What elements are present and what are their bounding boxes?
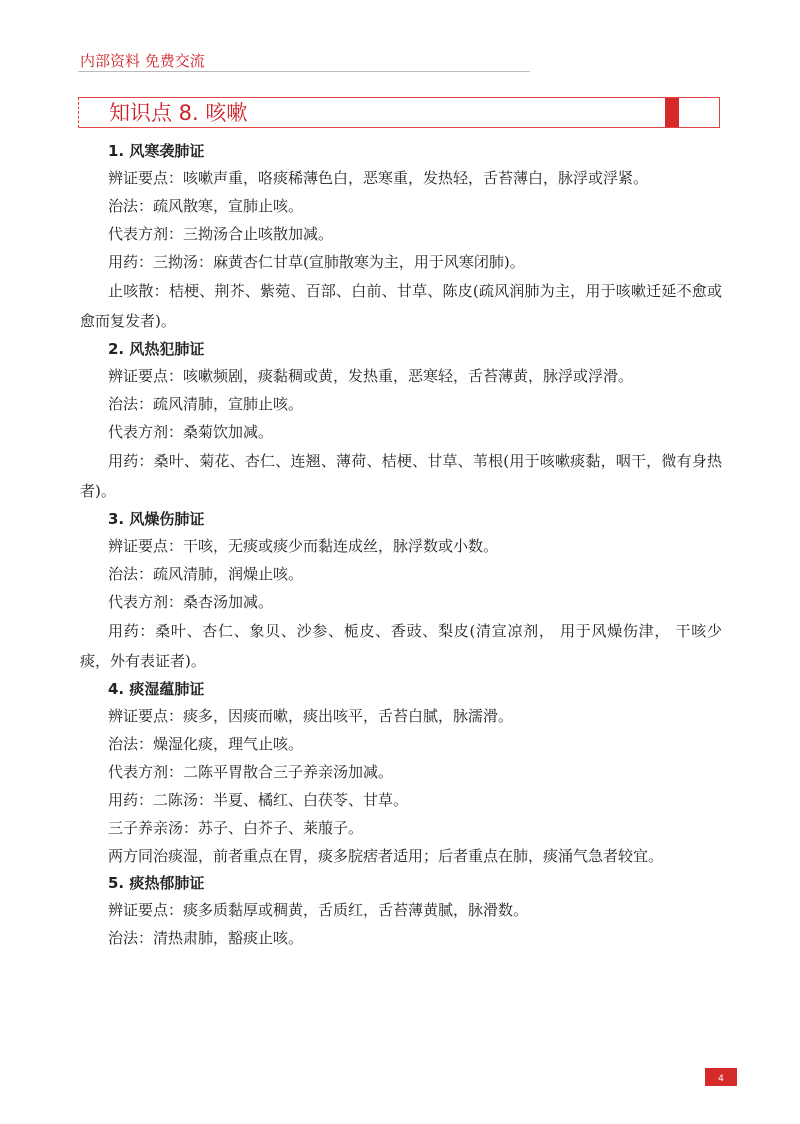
main-content (80, 138, 722, 952)
text-line: 代表方剂：桑杏汤加减。 (108, 593, 274, 611)
page-number-badge: 4 (705, 1068, 737, 1086)
section-title: 2. 风热犯肺证 (108, 340, 205, 358)
text-line: 治法：疏风散寒，宣肺止咳。 (108, 197, 304, 215)
text-line: 代表方剂：桑菊饮加减。 (108, 423, 274, 441)
text-line: 治法：疏风清肺，宣肺止咳。 (108, 395, 304, 413)
section-title: 3. 风燥伤肺证 (108, 510, 205, 528)
header-divider (78, 71, 530, 72)
topic-title: 知识点 8. 咳嗽 (109, 101, 248, 125)
text-line: 治法：疏风清肺，润燥止咳。 (108, 565, 304, 583)
text-line: 辨证要点：咳嗽声重，咯痰稀薄色白，恶寒重，发热轻，舌苔薄白，脉浮或浮紧。 (108, 169, 649, 187)
text-paragraph: 止咳散：桔梗、荆芥、紫菀、百部、白前、甘草、陈皮(疏风润肺为主，用于咳嗽迁延不愈或愈而复发者)。 (80, 282, 722, 330)
text-paragraph: 用药：桑叶、杏仁、象贝、沙参、栀皮、香豉、梨皮(清宣凉剂， 用于风燥伤津， 干咳少痰，外有表证者)。 (80, 622, 722, 670)
text-line: 治法：清热肃肺，豁痰止咳。 (108, 929, 304, 947)
text-paragraph: 用药：桑叶、菊花、杏仁、连翘、薄荷、桔梗、甘草、苇根(用于咳嗽痰黏，咽干，微有身热者)。 (80, 452, 722, 500)
header-text: 内部资料 免费交流 (80, 52, 205, 70)
text-line: 治法：燥湿化痰，理气止咳。 (108, 735, 304, 753)
text-line: 用药：二陈汤：半夏、橘红、白茯苓、甘草。 (108, 791, 409, 809)
section-title: 1. 风寒袭肺证 (108, 142, 205, 160)
text-line: 用药：三拗汤：麻黄杏仁甘草(宣肺散寒为主，用于风寒闭肺)。 (108, 253, 525, 271)
text-line: 辨证要点：咳嗽频剧，痰黏稠或黄，发热重，恶寒轻，舌苔薄黄，脉浮或浮滑。 (108, 367, 634, 385)
text-line: 辨证要点：干咳，无痰或痰少而黏连成丝，脉浮数或小数。 (108, 537, 499, 555)
text-line: 代表方剂：二陈平胃散合三子养亲汤加减。 (108, 763, 394, 781)
topic-title-box (78, 97, 720, 128)
text-line: 辨证要点：痰多质黏厚或稠黄，舌质红，舌苔薄黄腻，脉滑数。 (108, 901, 529, 919)
text-line: 三子养亲汤：苏子、白芥子、莱菔子。 (108, 819, 364, 837)
text-line: 辨证要点：痰多，因痰而嗽，痰出咳平，舌苔白腻，脉濡滑。 (108, 707, 514, 725)
text-line: 两方同治痰湿，前者重点在胃，痰多脘痞者适用；后者重点在肺，痰涌气急者较宜。 (108, 847, 664, 865)
section-title: 4. 痰湿蕴肺证 (108, 680, 205, 698)
section-title: 5. 痰热郁肺证 (108, 874, 205, 892)
topic-accent-bar (665, 98, 679, 127)
text-line: 代表方剂：三拗汤合止咳散加减。 (108, 225, 334, 243)
